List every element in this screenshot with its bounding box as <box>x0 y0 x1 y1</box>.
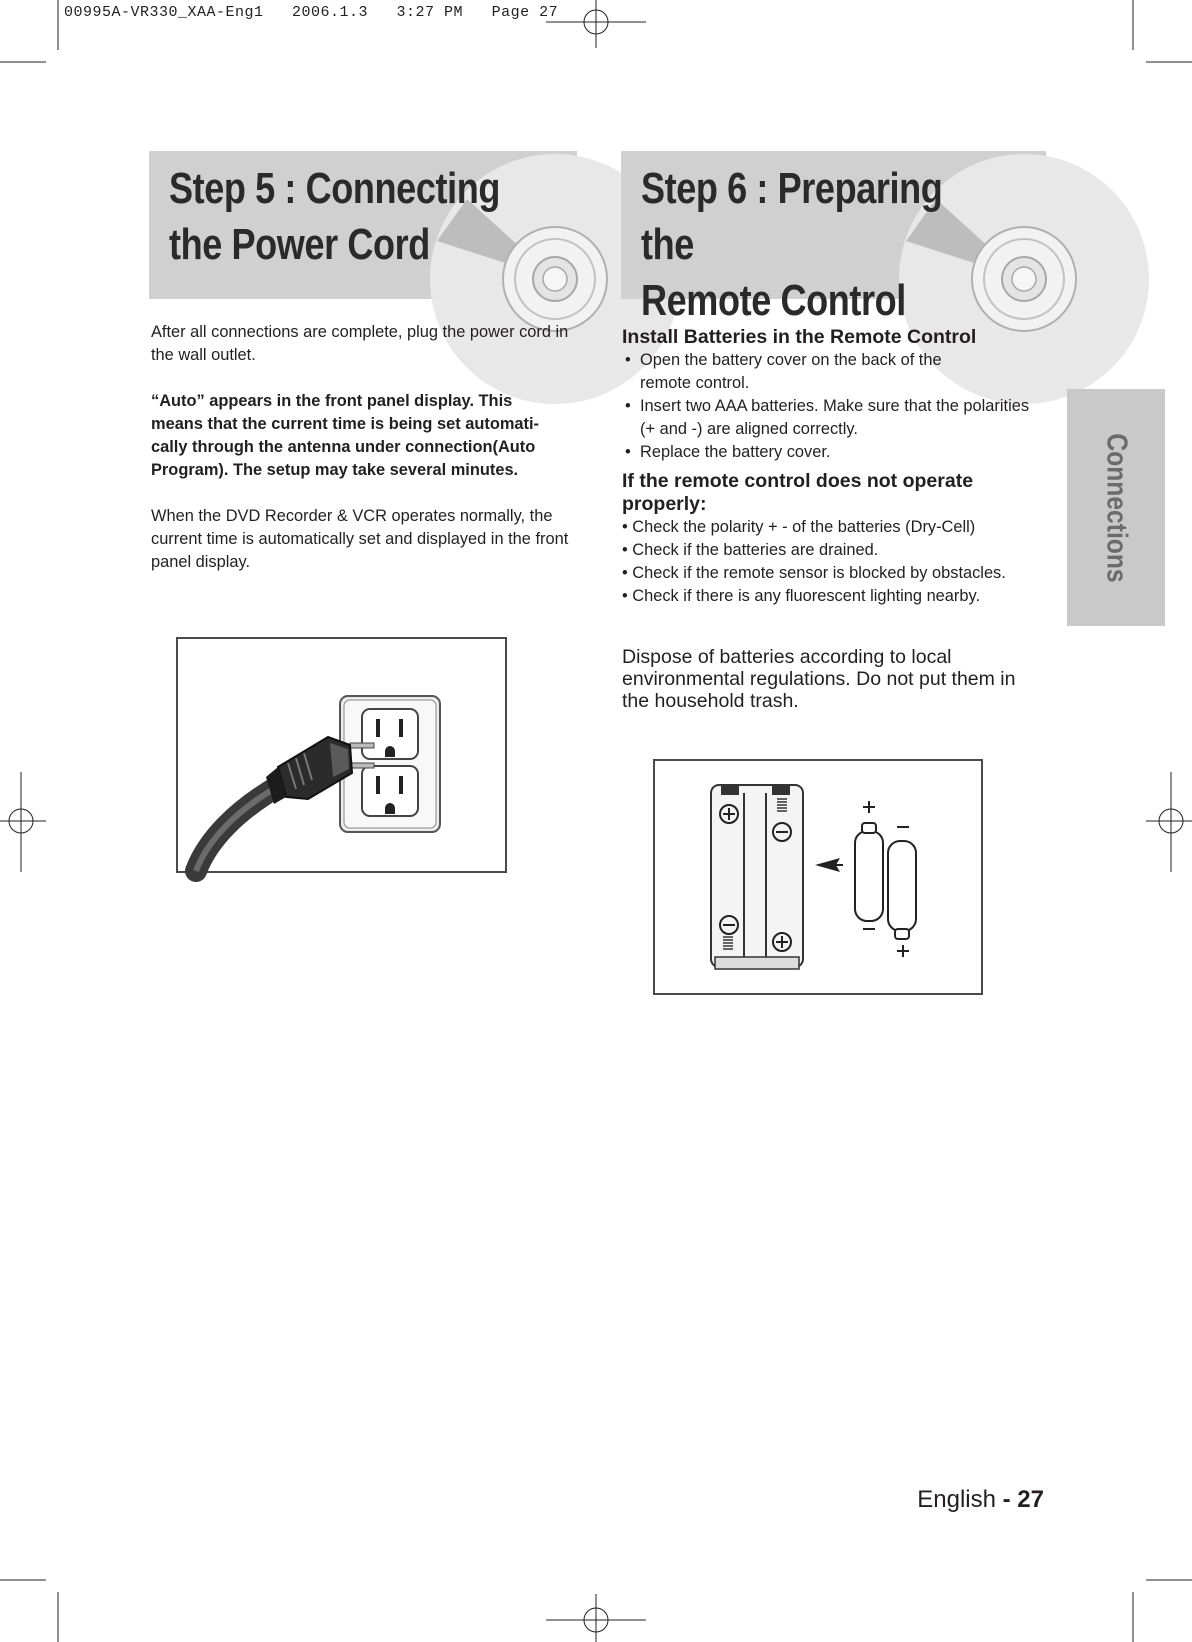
list-item <box>622 395 1052 441</box>
trouble-heading-line1: If the remote control does not operate <box>622 470 974 492</box>
list-item-line: Open the battery cover on the back of the <box>640 351 942 369</box>
battery-install-icon <box>655 761 981 993</box>
step5-para3: When the DVD Recorder & VCR operates normally, the current time is automatically set and displayed in the front panel display. <box>151 507 569 571</box>
wall-outlet-plug-icon <box>178 639 505 871</box>
dispose-note <box>622 646 1052 712</box>
list-item: • Check if there is any fluorescent lighting nearby. <box>622 587 981 605</box>
list-item: • Check if the batteries are drained. <box>622 541 879 559</box>
step6-title-line2: Remote Control <box>641 276 906 325</box>
step5-title <box>169 161 500 273</box>
list-item <box>622 349 1052 395</box>
step5-header <box>149 151 577 299</box>
dispose-line2: environmental regulations. Do not put them in <box>622 668 1016 690</box>
footer-separator: - <box>995 1486 1018 1513</box>
list-item: • Check if the remote sensor is blocked by obstacles. <box>622 564 1006 582</box>
list-item <box>622 441 1052 464</box>
step5-title-line2: the Power Cord <box>169 220 430 269</box>
step6-body <box>622 326 1052 712</box>
dispose-line1: Dispose of batteries according to local <box>622 646 952 668</box>
list-item-line: Insert two AAA batteries. Make sure that the polarities <box>640 397 1030 415</box>
list-item-line: (+ and -) are aligned correctly. <box>640 420 858 438</box>
step6-header <box>621 151 1046 325</box>
section-tab <box>1067 389 1165 626</box>
step6-title-line1: Step 6 : Preparing the <box>641 164 943 269</box>
section-tab-label: Connections <box>1100 432 1133 583</box>
step5-para1: After all connections are complete, plug the power cord in the wall outlet. <box>151 323 569 364</box>
footer-language: English <box>917 1486 996 1513</box>
print-slug: 00995A-VR330_XAA-Eng1 2006.1.3 3:27 PM Page 27 <box>64 4 559 21</box>
step5-body <box>151 321 571 574</box>
page-footer <box>917 1486 1044 1514</box>
step6-title <box>641 161 973 329</box>
install-heading: Install Batteries in the Remote Control <box>622 326 977 348</box>
list-item-line: Replace the battery cover. <box>640 443 831 461</box>
step5-para2: “Auto” appears in the front panel display. This means that the current time is being set automati-cally through the antenna under connection(Auto Program). The setup may take several minutes. <box>151 392 539 479</box>
page-number: 27 <box>1017 1486 1044 1513</box>
dispose-line3: the household trash. <box>622 690 799 712</box>
install-list <box>622 349 1052 464</box>
trouble-heading-line2: properly: <box>622 493 707 515</box>
trouble-list <box>622 516 1052 608</box>
list-item-line: remote control. <box>640 374 750 392</box>
trouble-heading <box>622 470 1052 516</box>
list-item: • Check the polarity + - of the batteries (Dry-Cell) <box>622 518 976 536</box>
step5-title-line1: Step 5 : Connecting <box>169 164 500 213</box>
battery-compartment-illustration <box>653 759 983 995</box>
power-plug-illustration <box>176 637 507 873</box>
